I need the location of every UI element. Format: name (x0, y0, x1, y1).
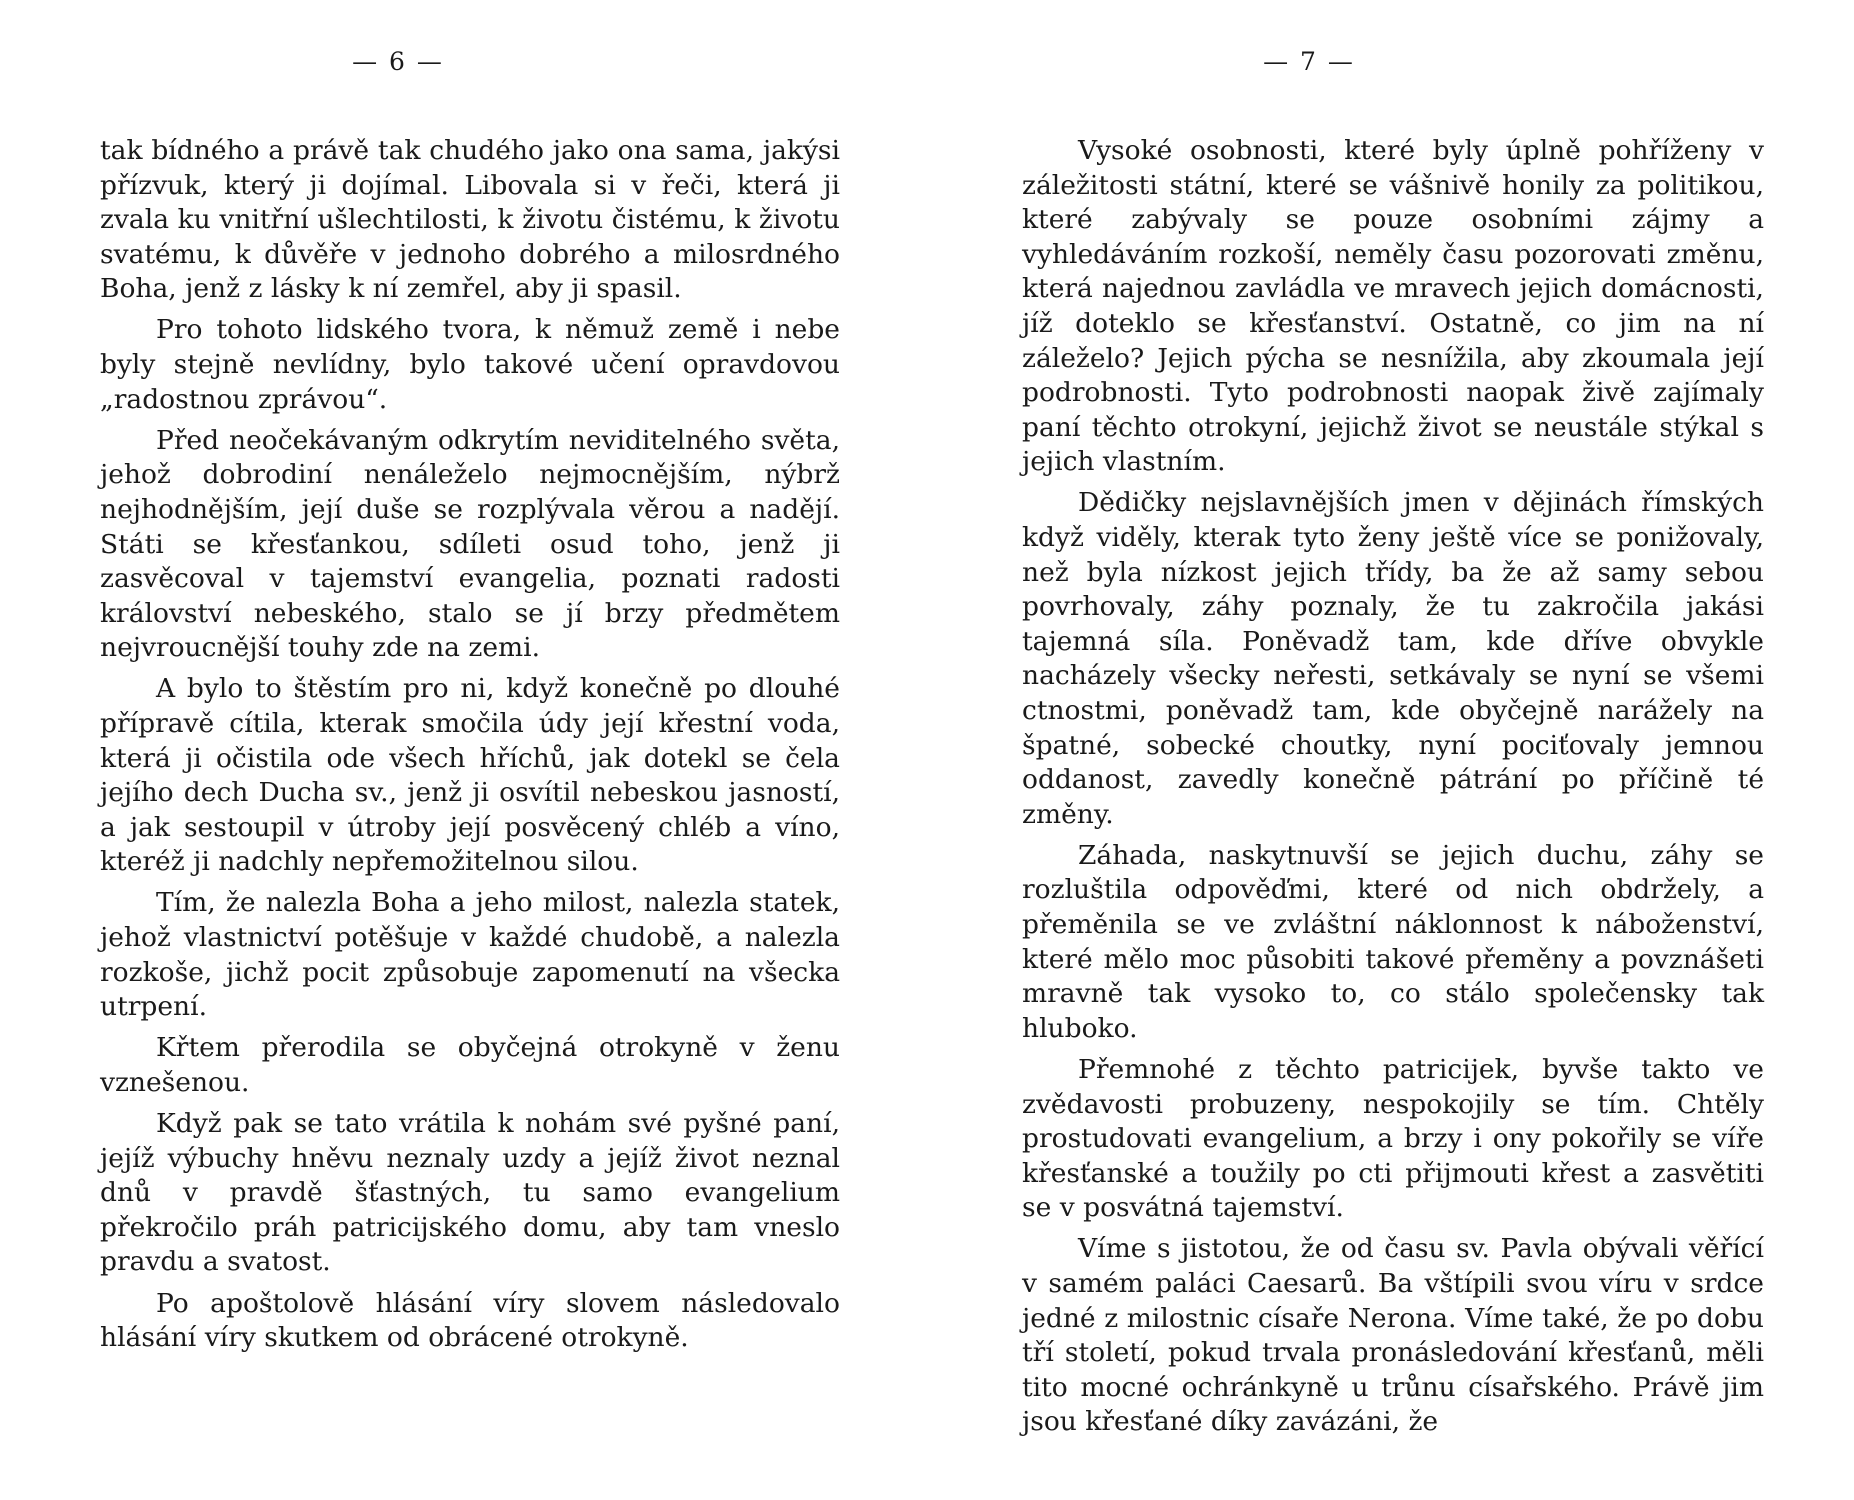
paragraph: Před neočekávaným odkrytím neviditelného světa, jehož dobrodiní nenáleželo nejmocnějším, nýbrž nejhodnějším, její duše se rozplývala věrou a nadějí. Státi se křesťankou, sdíleti osud toho, jenž ji zasvěcoval v tajemství evangelia, poznati radosti království nebeského, stalo se jí brzy předmětem nejvroucnější touhy zde na zemi. (100, 424, 840, 664)
right-page (1022, 0, 1764, 1500)
page-text (1022, 134, 1764, 1446)
left-page (100, 0, 840, 1500)
paragraph: Záhada, naskytnuvší se jejich duchu, záhy se rozluštila odpověďmi, které od nich obdržely, a přeměnila se ve zvláštní náklonnost k náboženství, které mělo moc působiti takové přeměny a povznášeti mravně tak vysoko to, co stálo společensky tak hluboko. (1022, 839, 1764, 1044)
paragraph: Tím, že nalezla Boha a jeho milost, nalezla statek, jehož vlastnictví potěšuje v každé chudobě, a nalezla rozkoše, jichž pocit způsobuje zapomenutí na všecka utrpení. (100, 887, 840, 1023)
paragraph: Vysoké osobnosti, které byly úplně pohříženy v záležitosti státní, které se vášnivě honily za politikou, které zabývaly se pouze osobními zájmy a vyhledáváním rozkoší, neměly času pozorovati změnu, která najednou zavládla ve mravech jejich domácnosti, jíž doteklo se křesťanství. Ostatně, co jim na ní záleželo? Jejich pýcha se nesnížila, aby zkoumala její podrobnosti. Tyto podrobnosti naopak živě zajímaly paní těchto otrokyní, jejichž život se neustále stýkal s jejich vlastním. (1022, 135, 1764, 478)
paragraph: Víme s jistotou, že od času sv. Pavla obývali věřící v samém paláci Caesarů. Ba vštípili svou víru v srdce jedné z milostnic císaře Nerona. Víme také, že po dobu tří století, pokud trvala pronásledování křesťanů, měli tito mocné ochránkyně u trůnu císařského. Právě jim jsou křesťané díky zavázáni, že (1022, 1233, 1764, 1438)
paragraph: tak bídného a právě tak chudého jako ona sama, jakýsi přízvuk, který ji dojímal. Libovala si v řeči, která ji zvala ku vnitřní ušlechtilosti, k životu čistému, k životu svatému, k důvěře v jednoho dobrého a milosrdného Boha, jenž z lásky k ní zemřel, aby ji spasil. (100, 135, 840, 305)
paragraph: Po apoštolově hlásání víry slovem následovalo hlásání víry skutkem od obrácené otrokyně. (100, 1287, 840, 1354)
page-number: — 7 — (1263, 47, 1355, 76)
paragraph: Dědičky nejslavnějších jmen v dějinách římských když viděly, kterak tyto ženy ještě více se ponižovaly, než byla nízkost jejich třídy, ba že až samy sebou povrhovaly, záhy poznaly, že tu zakročila jakási tajemná síla. Poněvadž tam, kde dříve obvykle nacházely všecky neřesti, setkávaly se nyní se všemi ctnostmi, poněvadž tam, kde obyčejně narážely na špatné, sobecké choutky, nyní pociťovaly jemnou oddanost, zavedly konečně pátrání po příčině té změny. (1022, 487, 1764, 830)
paragraph: Pro tohoto lidského tvora, k němuž země i nebe byly stejně nevlídny, bylo takové učení opravdovou „radostnou zprávou“. (100, 314, 840, 415)
paragraph: Když pak se tato vrátila k nohám své pyšné paní, jejíž výbuchy hněvu neznaly uzdy a jejíž život neznal dnů v pravdě šťastných, tu samo evangelium překročilo práh patricijského domu, aby tam vneslo pravdu a svatost. (100, 1108, 840, 1278)
paragraph: A bylo to štěstím pro ni, když konečně po dlouhé přípravě cítila, kterak smočila údy její křestní voda, která ji očistila ode všech hříchů, jak dotekl se čela jejího dech Ducha sv., jenž ji osvítil nebeskou jasností, a jak sestoupil v útroby její posvěcený chléb a víno, kteréž ji nadchly nepřemožitelnou silou. (100, 673, 840, 878)
page-text (100, 134, 840, 1362)
paragraph: Přemnohé z těchto patricijek, byvše takto ve zvědavosti probuzeny, nespokojily se tím. Chtěly prostudovati evangelium, a brzy i ony pokořily se víře křesťanské a toužily po cti přijmouti křest a zasvětiti se v posvátná tajemství. (1022, 1053, 1764, 1224)
paragraph: Křtem přerodila se obyčejná otrokyně v ženu vznešenou. (100, 1032, 840, 1098)
page-number: — 6 — (352, 47, 444, 76)
